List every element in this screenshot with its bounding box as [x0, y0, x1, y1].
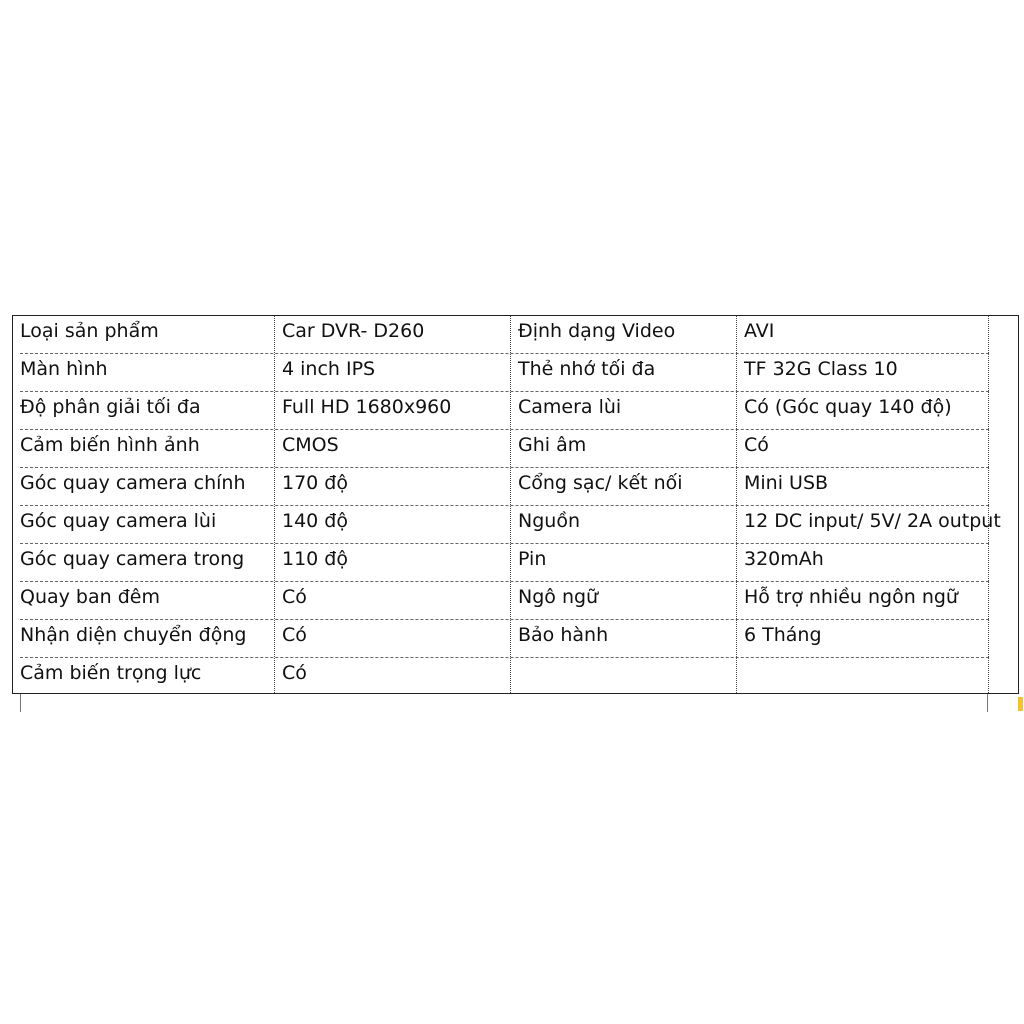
- spec-value-cell: CMOS: [282, 434, 339, 456]
- table-row: [13, 506, 1001, 544]
- table-row: [13, 620, 989, 658]
- spec-value-cell: TF 32G Class 10: [744, 358, 898, 380]
- spec-value-cell: AVI: [744, 320, 775, 342]
- spec-label-cell: [511, 658, 737, 696]
- spec-value-cell: Car DVR- D260: [282, 320, 425, 342]
- page-margin-guide: [20, 694, 21, 712]
- spec-label-cell: Góc quay camera chính: [20, 472, 246, 494]
- spec-table: [12, 315, 1019, 694]
- spec-value-cell: Hỗ trợ nhiều ngôn ngữ: [744, 586, 958, 608]
- table-row: [13, 392, 989, 430]
- spec-label-cell: Góc quay camera trong: [20, 548, 245, 570]
- edge-marker: [1018, 697, 1023, 711]
- table-row: [13, 544, 989, 582]
- spec-value-cell: 4 inch IPS: [282, 358, 376, 380]
- table-row: [13, 658, 989, 696]
- spec-label-cell: Ngô ngữ: [518, 586, 599, 608]
- table-row: [13, 582, 989, 620]
- spec-label-cell: Bảo hành: [518, 624, 609, 646]
- spec-label-cell: Định dạng Video: [518, 320, 676, 342]
- spec-label-cell: Màn hình: [20, 358, 108, 380]
- spec-value-cell: Có: [282, 624, 307, 646]
- spec-value-cell: 110 độ: [282, 548, 348, 570]
- spec-value-cell: Có: [744, 434, 769, 456]
- spec-label-cell: Loại sản phẩm: [20, 320, 159, 342]
- spec-label-cell: Quay ban đêm: [20, 586, 160, 608]
- spec-value-cell: Mini USB: [744, 472, 829, 494]
- spec-value-cell: 140 độ: [282, 510, 348, 532]
- spec-value-cell: Có (Góc quay 140 độ): [744, 396, 952, 418]
- spec-label-cell: Cảm biến hình ảnh: [20, 434, 200, 456]
- spec-label-cell: Cảm biến trọng lực: [20, 662, 202, 684]
- spec-label-cell: Pin: [518, 548, 547, 570]
- spec-value-cell: 320mAh: [744, 548, 824, 570]
- spec-label-cell: Thẻ nhớ tối đa: [518, 358, 656, 380]
- spec-value-cell: Có: [282, 586, 307, 608]
- spec-value-cell: [737, 658, 989, 696]
- spec-label-cell: Cổng sạc/ kết nối: [518, 472, 683, 494]
- spec-label-cell: Ghi âm: [518, 434, 587, 456]
- spec-label-cell: Nguồn: [518, 510, 580, 532]
- table-row: [13, 354, 989, 392]
- spec-label-cell: Độ phân giải tối đa: [20, 396, 201, 418]
- spec-value-cell: 12 DC input/ 5V/ 2A output: [744, 510, 1001, 532]
- table-row: [13, 468, 989, 506]
- spec-label-cell: Camera lùi: [518, 396, 622, 418]
- spec-value-cell: 6 Tháng: [744, 624, 822, 646]
- spec-label-cell: Góc quay camera lùi: [20, 510, 217, 532]
- spec-label-cell: Nhận diện chuyển động: [20, 624, 247, 646]
- table-row: [13, 316, 989, 354]
- spec-value-cell: Có: [282, 662, 307, 684]
- table-row: [13, 430, 989, 468]
- page-margin-guide: [987, 694, 988, 712]
- spec-value-cell: Full HD 1680x960: [282, 396, 452, 418]
- spec-value-cell: 170 độ: [282, 472, 348, 494]
